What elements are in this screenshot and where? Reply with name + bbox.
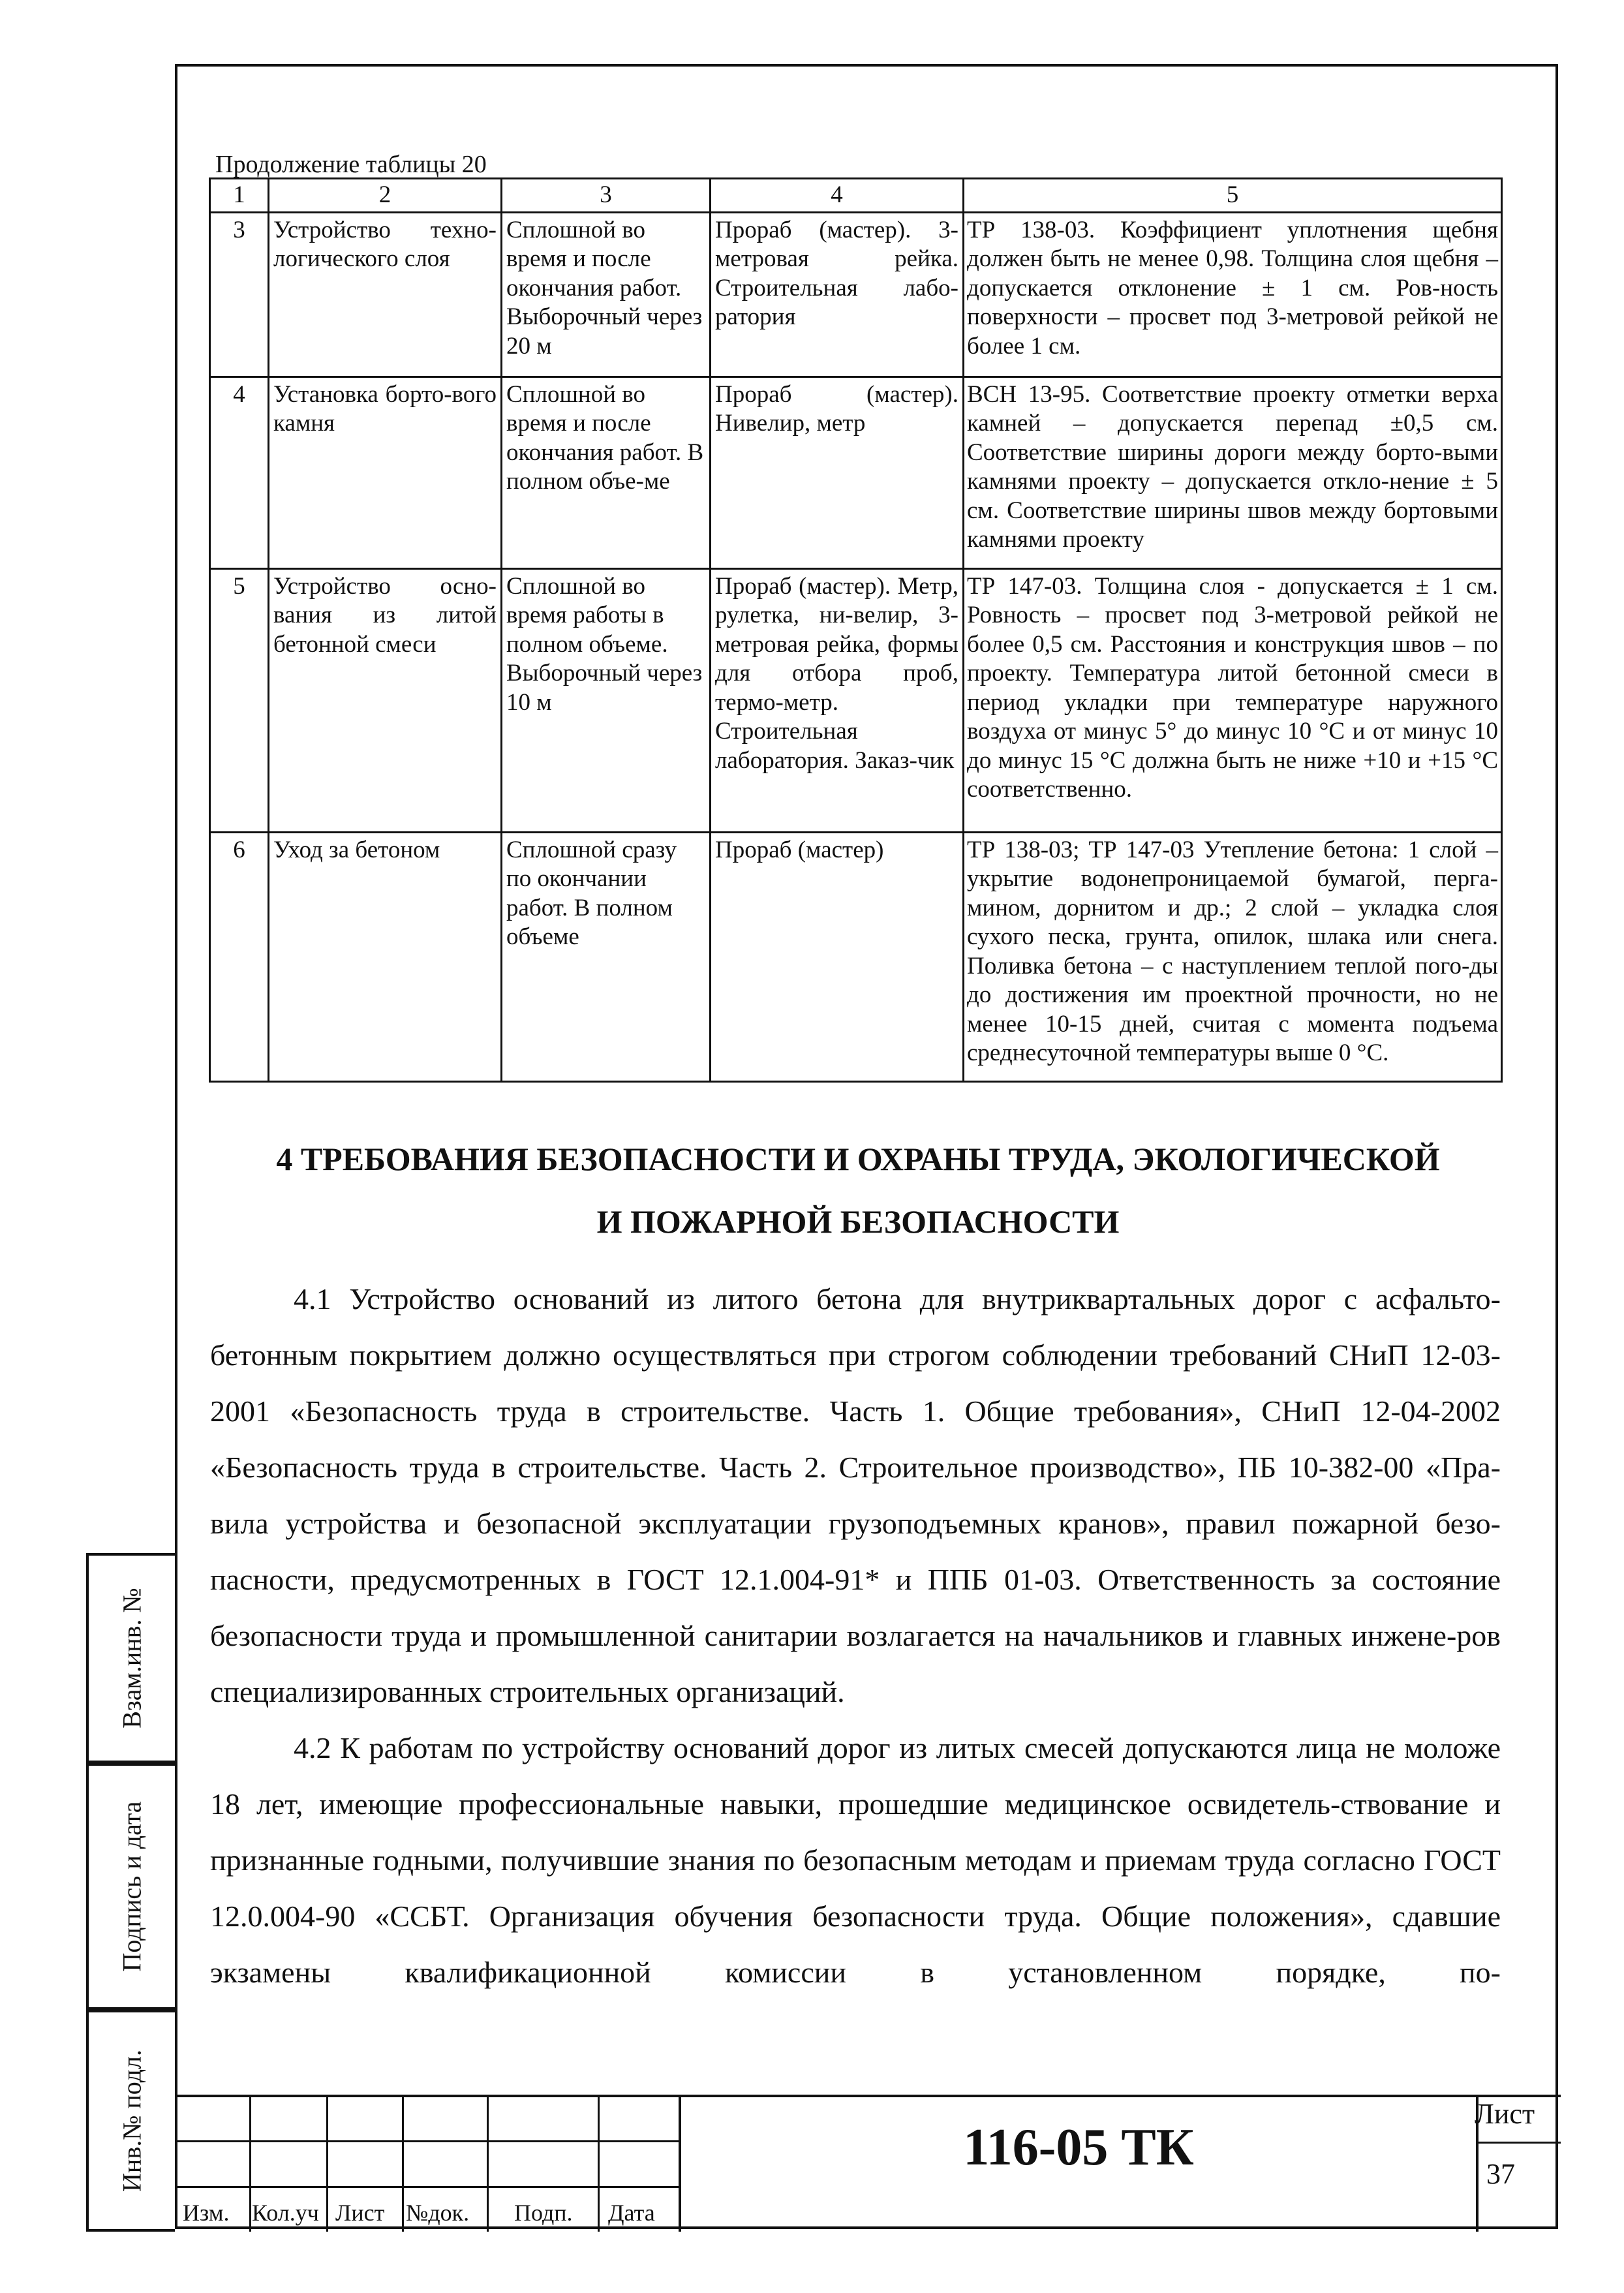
sheet-number: 37 [1486,2158,1515,2190]
responsible-cell: Прораб (мастер). Нивелир, метр [711,377,964,568]
stamp-inv-podl [86,2010,175,2232]
title-block-rule [679,2095,681,2232]
section-heading-line2: И ПОЖАРНОЙ БЕЗОПАСНОСТИ [596,1203,1120,1240]
label-kol-uch: Кол.уч [252,2200,319,2226]
title-block-rule [249,2095,251,2232]
stamp-vzam-inv [86,1553,175,1763]
title-block-border [175,2095,1561,2097]
column-header: 3 [502,179,711,213]
title-block-rule [1476,2142,1561,2144]
responsible-cell: Прораб (мастер) [711,832,964,1081]
table-row [210,832,1502,1081]
requirements-cell: ВСН 13-95. Соответствие проекту отметки верха камней – допускается перепад ±0,5 см. Соответствие ширины дороги между борто-выми камнями проекту – допускается откло-нение ± 5 см. Соответствие ширины швов между бортовыми камнями проекту [964,377,1502,568]
table-header-row [210,179,1502,213]
scope-cell: Сплошной сразу по окончании работ. В полном объеме [502,832,711,1081]
title-block-rule [487,2095,489,2232]
scope-cell: Сплошной во время работы в полном объеме. Выборочный через 10 м [502,568,711,832]
stamp-signature-date-label: Подпись и дата [117,1801,147,1972]
row-number: 4 [210,377,269,568]
responsible-cell: Прораб (мастер). 3-метровая рейка. Строительная лабо-ратория [711,212,964,377]
title-block [175,2095,1561,2232]
control-table [209,177,1503,1083]
row-number: 6 [210,832,269,1081]
title-block-rule [402,2095,404,2232]
requirements-cell: ТР 138-03; ТР 147-03 Утепление бетона: 1 слой – укрытие водонепроницаемой бумагой, перга-мином, дорнитом и др.; 2 слой – укладка слоя сухого песка, грунта, опилок, шлака или снега. Поливка бетона – с наступлением теплой пого-ды до достижения им проектной прочности, но не менее 10-15 дней, считая с момента подъема среднесуточной температуры выше 0 °С. [964,832,1502,1081]
work-cell: Устройство осно-вания из литой бетонной смеси [269,568,502,832]
section-heading-line1: 4 ТРЕБОВАНИЯ БЕЗОПАСНОСТИ И ОХРАНЫ ТРУДА, ЭКОЛОГИЧЕСКОЙ [276,1141,1440,1177]
stamp-inv-podl-label: Инв.№ подл. [117,2050,147,2192]
table-row [210,377,1502,568]
title-block-rule [598,2095,600,2232]
column-header: 1 [210,179,269,213]
scope-cell: Сплошной во время и после окончания работ. Выборочный через 20 м [502,212,711,377]
table-row [210,212,1502,377]
work-cell: Устройство техно-логического слоя [269,212,502,377]
title-block-rule [326,2095,328,2232]
column-header: 2 [269,179,502,213]
table-row [210,568,1502,832]
label-ndok: №док. [406,2200,470,2226]
requirements-cell: ТР 138-03. Коэффициент уплотнения щебня должен быть не менее 0,98. Толщина слоя щебня – допускается отклонение ± 1 см. Ров-ность поверхности – просвет под 3-метровой рейкой не более 1 см. [964,212,1502,377]
column-header: 4 [711,179,964,213]
stamp-vzam-inv-label: Взам.инв. № [117,1588,147,1729]
sheet-label: Лист [1475,2098,1535,2130]
responsible-cell: Прораб (мастер). Метр, рулетка, ни-велир, 3-метровая рейка, формы для отбора проб, термо-метр. Строительная лаборатория. Заказ-чик [711,568,964,832]
row-number: 3 [210,212,269,377]
label-list: Лист [335,2200,385,2226]
column-header: 5 [964,179,1502,213]
label-izm: Изм. [183,2200,230,2226]
requirements-cell: ТР 147-03. Толщина слоя - допускается ± 1 см. Ровность – просвет под 3-метровой рейкой не более 0,5 см. Расстояния и конструкция швов – по проекту. Температура литой бетонной смеси в период укладки при температуре наружного воздуха от минус 5° до минус 10 °С и от минус 10 до минус 15 °С должна быть не ниже +10 и +15 °С соответственно. [964,568,1502,832]
paragraph-4-1: 4.1 Устройство оснований из литого бетона для внутриквартальных дорог с асфальто-бетонным покрытием должно осуществляться при строгом соблюдении требований СНиП 12-03-2001 «Безопасность труда в строительстве. Часть 1. Общие требования», СНиП 12-04-2002 «Безопасность труда в строительстве. Часть 2. Строительное производство», ПБ 10-382-00 «Пра-вила устройства и безопасной эксплуатации грузоподъемных кранов», правил пожарной безо-пасности, предусмотренных в ГОСТ 12.1.004-91* и ППБ 01-03. Ответственность за состояние безопасности труда и промышленной санитарии возлагается на начальников и главных инжене-ров специализированных строительных организаций. [210,1282,1501,1708]
label-podp: Подп. [514,2200,573,2226]
work-cell: Уход за бетоном [269,832,502,1081]
paragraph-4-2: 4.2 К работам по устройству оснований дорог из литых смесей допускаются лица не моложе 18 лет, имеющие профессиональные навыки, прошедшие медицинское освидетель-ствование и признанные годными, получившие знания по безопасным методам и приемам труда согласно ГОСТ 12.0.004-90 «ССБТ. Организация обучения безопасности труда. Общие положения», сдавшие экзамены квалификационной комиссии в установленном порядке, по- [210,1731,1501,1989]
section-heading [215,1128,1501,1253]
row-number: 5 [210,568,269,832]
label-data: Дата [608,2200,655,2226]
table-continuation-caption: Продолжение таблицы 20 [215,151,487,178]
work-cell: Установка борто-вого камня [269,377,502,568]
document-number: 116-05 ТК [963,2119,1194,2176]
stamp-signature-date [86,1763,175,2010]
scope-cell: Сплошной во время и после окончания работ. В полном объе-ме [502,377,711,568]
